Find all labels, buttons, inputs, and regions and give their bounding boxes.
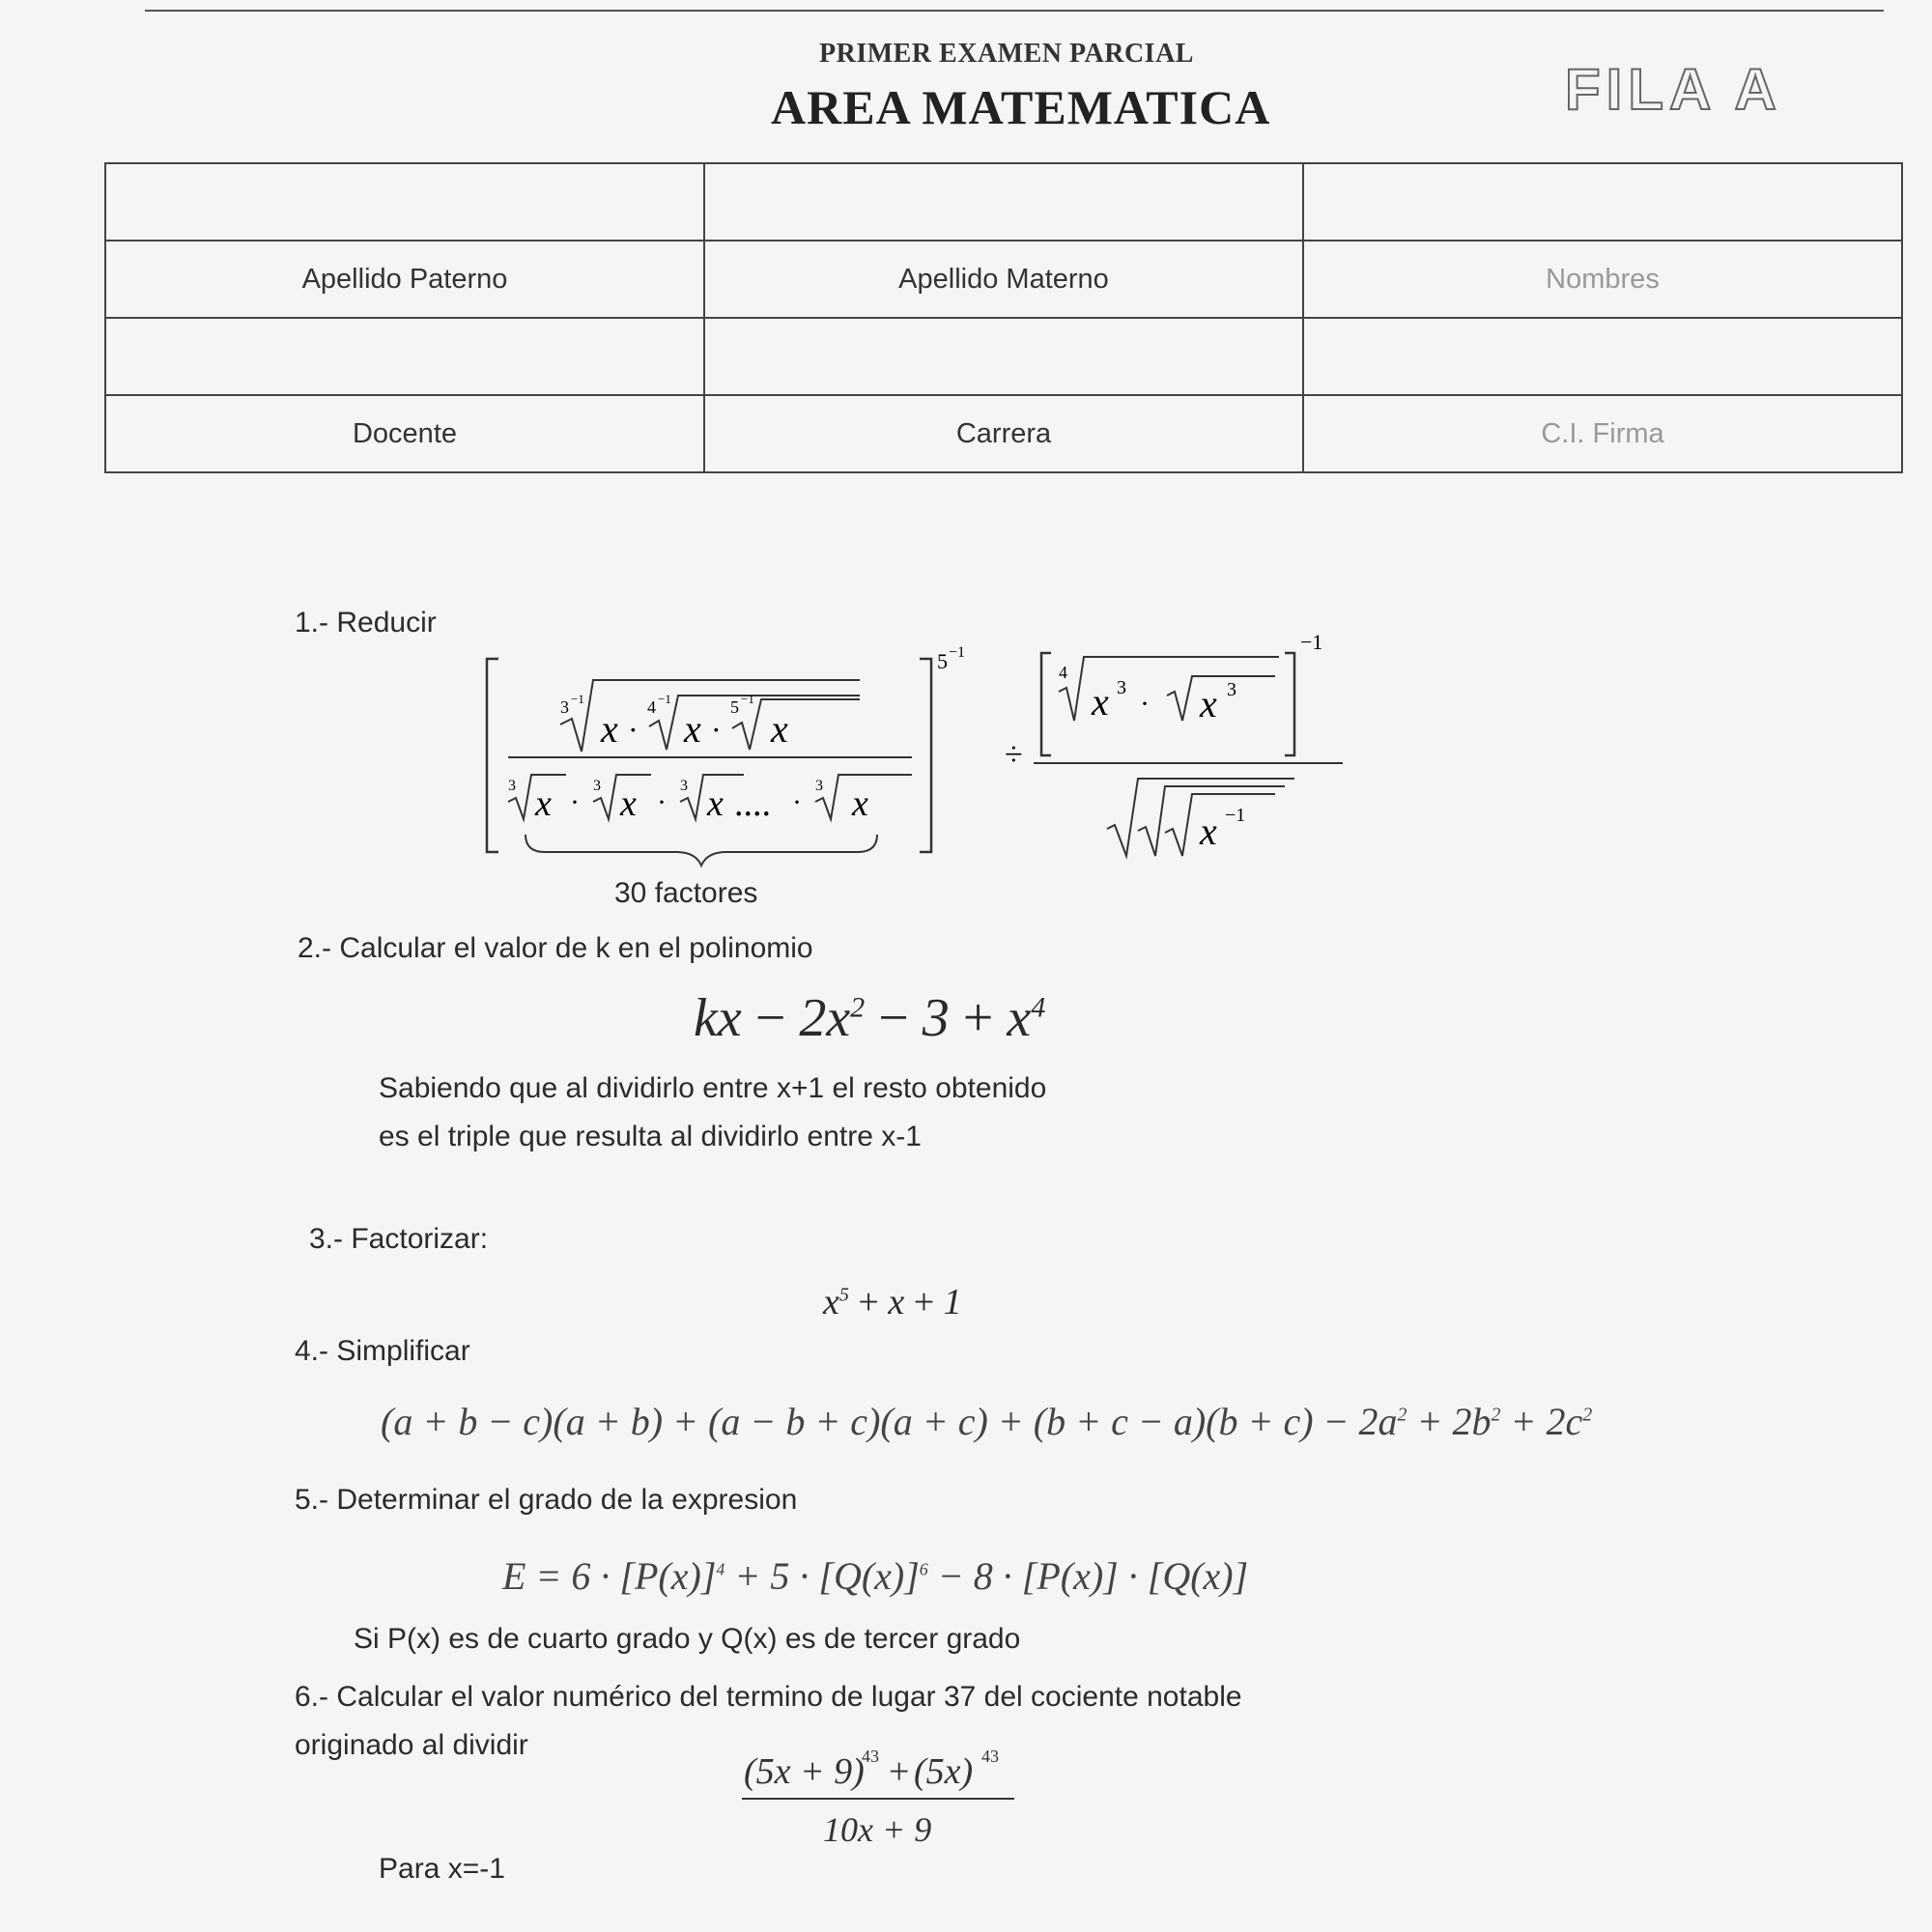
svg-text:5: 5 <box>937 649 948 673</box>
field-blank[interactable] <box>105 163 704 241</box>
label-docente: Docente <box>105 395 704 472</box>
svg-text:x: x <box>852 783 868 824</box>
right-bracket <box>920 659 931 852</box>
label-carrera: Carrera <box>704 395 1303 472</box>
svg-text:x: x <box>620 783 637 824</box>
svg-text:43: 43 <box>862 1747 879 1766</box>
question-6-note: Para x=-1 <box>379 1853 505 1885</box>
svg-text:4: 4 <box>647 697 656 717</box>
svg-text:3: 3 <box>1117 677 1126 698</box>
row-label: FILA A <box>1565 57 1782 122</box>
svg-text:3: 3 <box>560 697 569 717</box>
svg-text:3: 3 <box>680 778 688 794</box>
question-1-formula <box>473 628 1372 918</box>
field-blank[interactable] <box>704 163 1303 241</box>
svg-text:(5x + 9): (5x + 9) <box>744 1751 865 1792</box>
table-row <box>105 318 1902 395</box>
svg-text:(5x): (5x) <box>914 1751 974 1792</box>
svg-text:x: x <box>535 783 552 824</box>
underbrace <box>526 835 877 866</box>
question-2-polynomial: kx − $2x^2 - 3 + x^4$ <box>694 988 1046 1048</box>
table-row <box>105 241 1902 318</box>
svg-text:·: · <box>628 712 639 747</box>
svg-text:·: · <box>711 712 722 747</box>
label-apellido-materno: Apellido Materno <box>704 241 1303 318</box>
svg-text:43: 43 <box>981 1747 999 1766</box>
svg-text:·: · <box>792 786 802 818</box>
svg-text:+: + <box>889 1751 910 1792</box>
table-row <box>105 395 1902 472</box>
svg-text:x: x <box>1200 810 1217 853</box>
exam-subtitle: PRIMER EXAMEN PARCIAL <box>819 39 1194 69</box>
question-6-label-2: originado al dividir <box>295 1729 528 1761</box>
svg-text:x: x <box>601 707 618 751</box>
exam-title: AREA MATEMATICA <box>771 80 1271 134</box>
label-ci-firma: C.I. Firma <box>1303 395 1902 472</box>
question-3-expression: $x^5 + x + 1$ <box>823 1282 962 1322</box>
question-4-label: 4.- Simplificar <box>295 1335 470 1367</box>
question-6-label-1: 6.- Calcular el valor numérico del termino de lugar 37 del cociente notable <box>295 1681 1242 1713</box>
question-5-label: 5.- Determinar el grado de la expresion <box>295 1484 798 1516</box>
question-2-note-1: Sabiendo que al dividirlo entre x+1 el resto obtenido <box>379 1072 1047 1104</box>
svg-text:·: · <box>657 786 667 818</box>
brace-note: 30 factores <box>614 877 758 909</box>
svg-text:3: 3 <box>815 778 823 794</box>
svg-text:x: x <box>684 707 701 751</box>
table-row <box>105 163 1902 241</box>
svg-text:3: 3 <box>508 778 516 794</box>
question-5-expression: $E = 6 \cdot [P(x)]^4 + 5 \cdot [Q(x)]^6 - 8 \cdot [P(x)] \cdot [Q(x)]$ <box>502 1554 1249 1598</box>
field-blank[interactable] <box>1303 163 1902 241</box>
svg-text:−1: −1 <box>741 692 754 706</box>
question-2-label: 2.- Calcular el valor de k en el polinomio <box>298 932 813 964</box>
label-apellido-paterno: Apellido Paterno <box>105 241 704 318</box>
question-3-label: 3.- Factorizar: <box>309 1223 489 1255</box>
svg-text:−1: −1 <box>658 692 671 706</box>
svg-text:4: 4 <box>1059 663 1067 682</box>
svg-text:−1: −1 <box>571 692 584 706</box>
svg-text:·: · <box>1140 688 1150 720</box>
svg-text:5: 5 <box>730 697 739 717</box>
svg-text:x: x <box>771 707 788 751</box>
question-1-label: 1.- Reducir <box>295 607 437 639</box>
svg-text:−1: −1 <box>949 644 966 661</box>
field-blank[interactable] <box>704 318 1303 395</box>
svg-text:3: 3 <box>593 778 601 794</box>
field-blank[interactable] <box>1303 318 1902 395</box>
question-2-note-2: es el triple que resulta al dividirlo entre x-1 <box>379 1121 922 1152</box>
svg-text:·: · <box>570 786 580 818</box>
svg-text:x: x <box>1200 682 1217 725</box>
question-5-note: Si P(x) es de cuarto grado y Q(x) es de tercer grado <box>354 1623 1021 1655</box>
svg-text:3: 3 <box>1227 679 1236 700</box>
field-blank[interactable] <box>105 318 704 395</box>
label-nombres: Nombres <box>1303 241 1902 318</box>
svg-text:−1: −1 <box>1225 805 1246 826</box>
question-6-fraction <box>734 1739 1043 1855</box>
left-bracket <box>487 659 498 852</box>
svg-text:x: x <box>707 783 724 824</box>
question-4-expression: $(a + b - c)(a + b) + (a - b + c)(a + c) + (b + c - a)(b + c) - 2a^2 + 2b^2 + 2c^2$ <box>381 1400 1593 1443</box>
svg-text:....: .... <box>734 783 771 824</box>
student-info-table <box>104 162 1903 473</box>
svg-text:−1: −1 <box>1300 630 1323 654</box>
top-rule <box>145 10 1884 12</box>
svg-text:10x + 9: 10x + 9 <box>823 1810 932 1849</box>
svg-text:x: x <box>1092 680 1109 724</box>
svg-text:÷: ÷ <box>1005 737 1023 773</box>
